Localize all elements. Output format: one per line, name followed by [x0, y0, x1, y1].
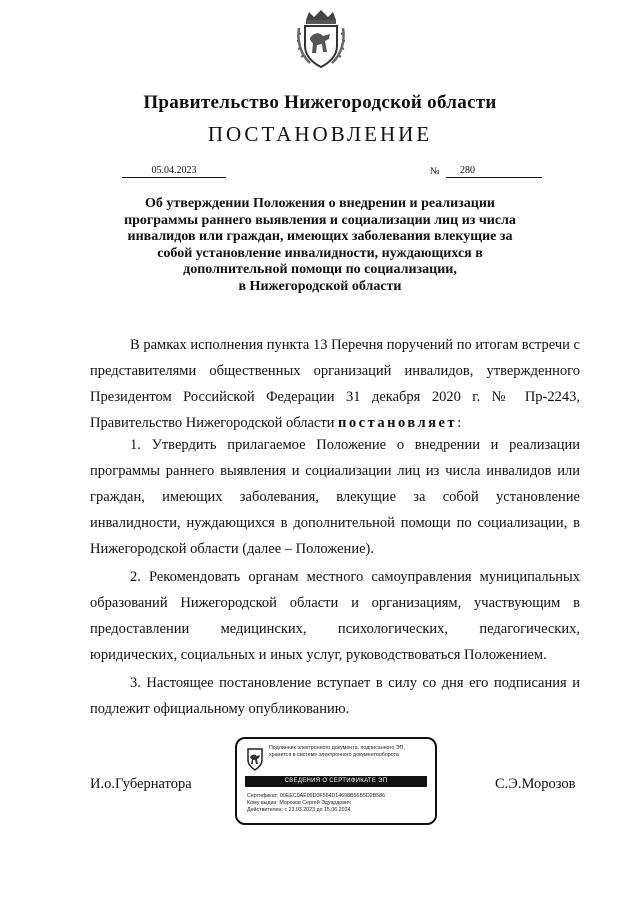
number-label: №	[430, 166, 440, 177]
certificate-id: Сертификат: 00EEC0AE09D0F564D14698B56B5D2B586	[247, 793, 386, 799]
stamp-header: СВЕДЕНИЯ О СЕРТИФИКАТЕ ЭП	[245, 776, 427, 787]
certificate-owner: Кому выдан: Морозов Сергей Эдуардович	[247, 800, 351, 806]
preamble-end: :	[457, 415, 462, 431]
stamp-details	[247, 793, 432, 814]
stamp-emblem-icon	[246, 747, 264, 771]
preamble-paragraph	[90, 332, 580, 436]
document-number: 280	[460, 165, 475, 176]
signer-name: С.Э.Морозов	[495, 776, 576, 792]
signer-title: И.о.Губернатора	[90, 776, 192, 792]
document-date: 05.04.2023	[122, 164, 226, 178]
subject-line: программы раннего выявления и социализации лиц из числа	[124, 212, 516, 228]
coat-of-arms-icon	[296, 8, 346, 70]
preamble-text: В рамках исполнения пункта 13 Перечня поручений по итогам встречи с представителями общественных организаций инвалидов, утвержденного Президентом Российской Федерации 31 декабря 2020 г. № Пр-2243, Правительство Нижегородской области	[90, 337, 580, 431]
government-title: Правительство Нижегородской области	[143, 92, 497, 113]
certificate-validity: Действителен: с 23.03.2023 до 15.06.2024	[247, 807, 351, 813]
subject-line: дополнительной помощи по социализации,	[183, 262, 457, 277]
electronic-signature-stamp	[235, 737, 437, 825]
document-number-field	[446, 164, 542, 178]
subject-line: в Нижегородской области	[238, 278, 402, 294]
document-subject	[90, 196, 550, 295]
clause-2-paragraph: 2. Рекомендовать органам местного самоуправления муниципальных образований Нижегородской области и организациям, участвующим в предоставлении медицинских, психологических, педагогических, юридических, социальных и иных услуг, руководствоваться Положением.	[90, 569, 580, 663]
clause-3-paragraph: 3. Настоящее постановление вступает в силу со дня его подписания и подлежит официальному опубликованию.	[90, 675, 580, 717]
resolution-verb: постановляет	[338, 415, 458, 431]
subject-line: Об утверждении Положения о внедрении и реализации	[145, 196, 495, 211]
subject-line: собой установление инвалидности, нуждающихся в	[157, 245, 483, 261]
stamp-note: Подлинник электронного документа, подписанного ЭП, хранится в системе электронного документооборота	[269, 745, 405, 758]
document-type: ПОСТАНОВЛЕНИЕ	[207, 122, 433, 146]
subject-line: инвалидов или граждан, имеющих заболевания влекущие за	[127, 229, 513, 244]
clause-1-paragraph: 1. Утвердить прилагаемое Положение о внедрении и реализации программы раннего выявления и социализации лиц из числа инвалидов или граждан, имеющих заболевания, влекущие за собой установление инвалидности, нуждающихся в дополнительной помощи по социализации, в Нижегородской области (далее – Положение).	[90, 437, 580, 557]
